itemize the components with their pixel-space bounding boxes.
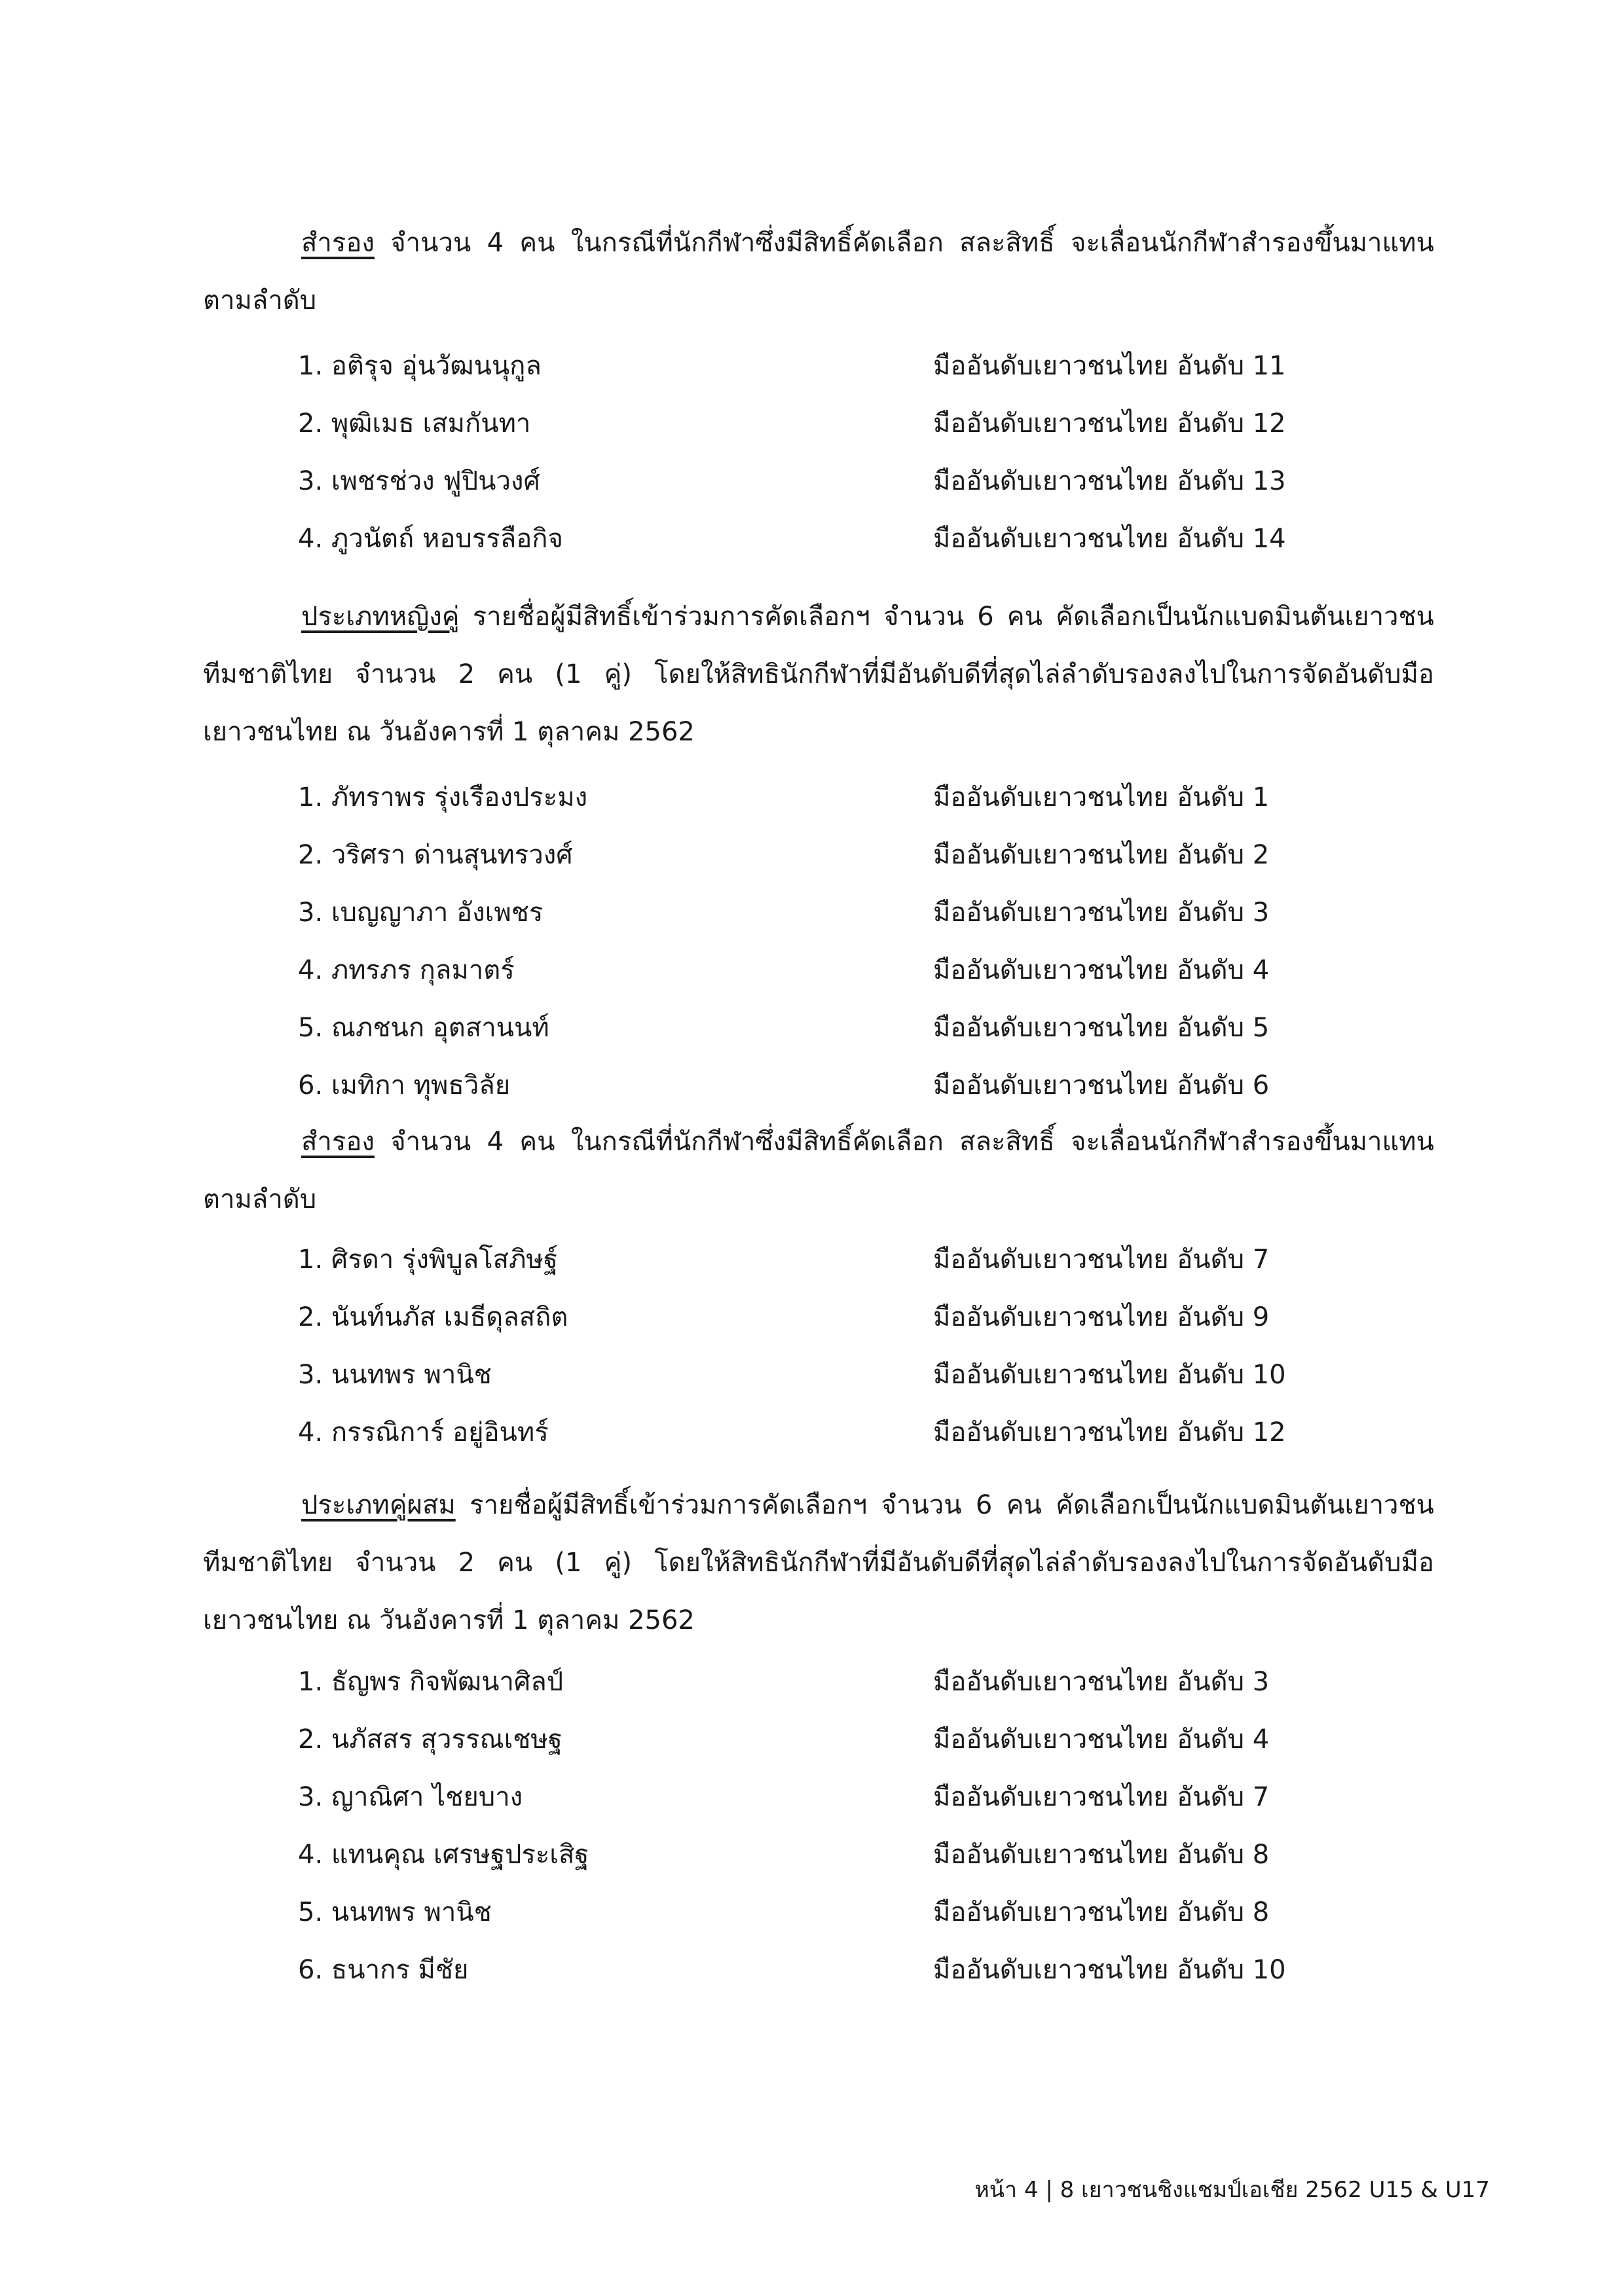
section-text: จำนวน 4 คน ในกรณีที่นักกีฬาซึ่งมีสิทธิ์คัดเลือก สละสิทธิ์ จะเลื่อนนักกีฬาสำรองขึ้นมาแทนตามลำดับ [203,1127,1434,1214]
list-item [298,1826,1346,1884]
player-name: 3. เพชรช่วง ฟูปินวงศ์ [298,466,540,496]
player-rank: มืออันดับเยาวชนไทย อันดับ 6 [933,1070,1270,1101]
list-item [298,941,1346,999]
list-item [298,1057,1346,1114]
player-name: 1. ธัญพร กิจพัฒนาศิลป์ [298,1667,564,1697]
list-item [298,1231,1346,1288]
section-text: จำนวน 4 คน ในกรณีที่นักกีฬาซึ่งมีสิทธิ์คัดเลือก สละสิทธิ์ จะเลื่อนนักกีฬาสำรองขึ้นมาแทนตามลำดับ [203,228,1434,316]
player-name: 4. กรรณิการ์ อยู่อินทร์ [298,1417,549,1448]
name-list [298,769,1346,1114]
player-name: 4. แทนคุณ เศรษฐประเสิฐ [298,1840,589,1870]
player-name: 5. ณภชนก อุตสานนท์ [298,1013,549,1043]
list-item [298,1884,1346,1941]
player-rank: มืออันดับเยาวชนไทย อันดับ 4 [933,1724,1270,1755]
player-rank: มืออันดับเยาวชนไทย อันดับ 12 [933,1417,1286,1448]
player-name: 4. ภูวนัตถ์ หอบรรลือกิจ [298,524,563,554]
player-name: 1. อติรุจ อุ่นวัฒนนุกูล [298,351,542,381]
section-heading: สำรอง [301,228,375,258]
player-rank: มืออันดับเยาวชนไทย อันดับ 8 [933,1840,1270,1870]
name-list [298,337,1346,568]
player-rank: มืออันดับเยาวชนไทย อันดับ 2 [933,840,1270,870]
section-heading: ประเภทหญิงคู่ [301,602,460,632]
section-paragraph [203,214,1434,329]
list-item [298,452,1346,510]
section-text: รายชื่อผู้มีสิทธิ์เข้าร่วมการคัดเลือกฯ จำนวน 6 คน คัดเลือกเป็นนักแบดมินตันเยาวชนทีมชาติไทย จำนวน 2 คน (1 คู่) โดยให้สิทธินักกีฬาที่มีอันดับดีที่สุดไล่ลำดับรองลงไปในการจัดอันดับมือเยาวชนไทย ณ วันอังคารที่ 1 ตุลาคม 2562 [203,602,1434,747]
player-rank: มืออันดับเยาวชนไทย อันดับ 12 [933,409,1286,439]
list-item [298,510,1346,568]
player-name: 2. วริศรา ด่านสุนทรวงศ์ [298,840,573,870]
player-name: 3. นนทพร พานิช [298,1360,492,1390]
list-item [298,1941,1346,1999]
player-rank: มืออันดับเยาวชนไทย อันดับ 8 [933,1897,1270,1927]
player-rank: มืออันดับเยาวชนไทย อันดับ 11 [933,351,1286,381]
player-name: 6. เมทิกา ทุพธวิลัย [298,1070,511,1101]
list-item [298,1288,1346,1346]
list-item [298,1404,1346,1461]
player-rank: มืออันดับเยาวชนไทย อันดับ 5 [933,1013,1270,1043]
player-rank: มืออันดับเยาวชนไทย อันดับ 10 [933,1360,1286,1390]
list-item [298,1711,1346,1768]
player-name: 3. ญาณิศา ไชยบาง [298,1782,523,1812]
section-heading: ประเภทคู่ผสม [301,1490,456,1520]
section-paragraph [203,1476,1434,1649]
player-rank: มืออันดับเยาวชนไทย อันดับ 14 [933,524,1286,554]
section-text: รายชื่อผู้มีสิทธิ์เข้าร่วมการคัดเลือกฯ จำนวน 6 คน คัดเลือกเป็นนักแบดมินตันเยาวชนทีมชาติไทย จำนวน 2 คน (1 คู่) โดยให้สิทธินักกีฬาที่มีอันดับดีที่สุดไล่ลำดับรองลงไปในการจัดอันดับมือเยาวชนไทย ณ วันอังคารที่ 1 ตุลาคม 2562 [203,1490,1434,1635]
section-heading: สำรอง [301,1127,375,1157]
player-name: 6. ธนากร มีชัย [298,1955,469,1985]
player-name: 2. พุฒิเมธ เสมกันทา [298,409,531,439]
list-item [298,1653,1346,1711]
list-item [298,1346,1346,1404]
list-item [298,395,1346,452]
list-item [298,826,1346,884]
list-item [298,999,1346,1057]
player-rank: มืออันดับเยาวชนไทย อันดับ 9 [933,1302,1270,1332]
name-list [298,1231,1346,1461]
list-item [298,1768,1346,1826]
player-rank: มืออันดับเยาวชนไทย อันดับ 3 [933,1667,1270,1697]
player-name: 1. ภัทราพร รุ่งเรืองประมง [298,782,588,812]
player-rank: มืออันดับเยาวชนไทย อันดับ 3 [933,898,1270,928]
player-rank: มืออันดับเยาวชนไทย อันดับ 7 [933,1782,1270,1812]
section-paragraph [203,588,1434,761]
player-rank: มืออันดับเยาวชนไทย อันดับ 7 [933,1245,1270,1275]
player-name: 3. เบญญาภา อังเพชร [298,898,544,928]
player-name: 2. นันท์นภัส เมธีดุลสถิต [298,1302,568,1332]
player-name: 1. ศิรดา รุ่งพิบูลโสภิษฐ์ [298,1245,558,1275]
name-list [298,1653,1346,1999]
list-item [298,337,1346,395]
player-rank: มืออันดับเยาวชนไทย อันดับ 10 [933,1955,1286,1985]
player-rank: มืออันดับเยาวชนไทย อันดับ 13 [933,466,1286,496]
player-name: 4. ภทรภร กุลมาตร์ [298,955,515,985]
list-item [298,769,1346,826]
section-paragraph [203,1113,1434,1228]
player-rank: มืออันดับเยาวชนไทย อันดับ 1 [933,782,1270,812]
player-name: 2. นภัสสร สุวรรณเชษฐ [298,1724,563,1755]
player-name: 5. นนทพร พานิช [298,1897,492,1927]
page-footer: หน้า 4 | 8 เยาวชนชิงแชมป์เอเชีย 2562 U15 & U17 [974,2177,1490,2203]
list-item [298,884,1346,941]
player-rank: มืออันดับเยาวชนไทย อันดับ 4 [933,955,1270,985]
